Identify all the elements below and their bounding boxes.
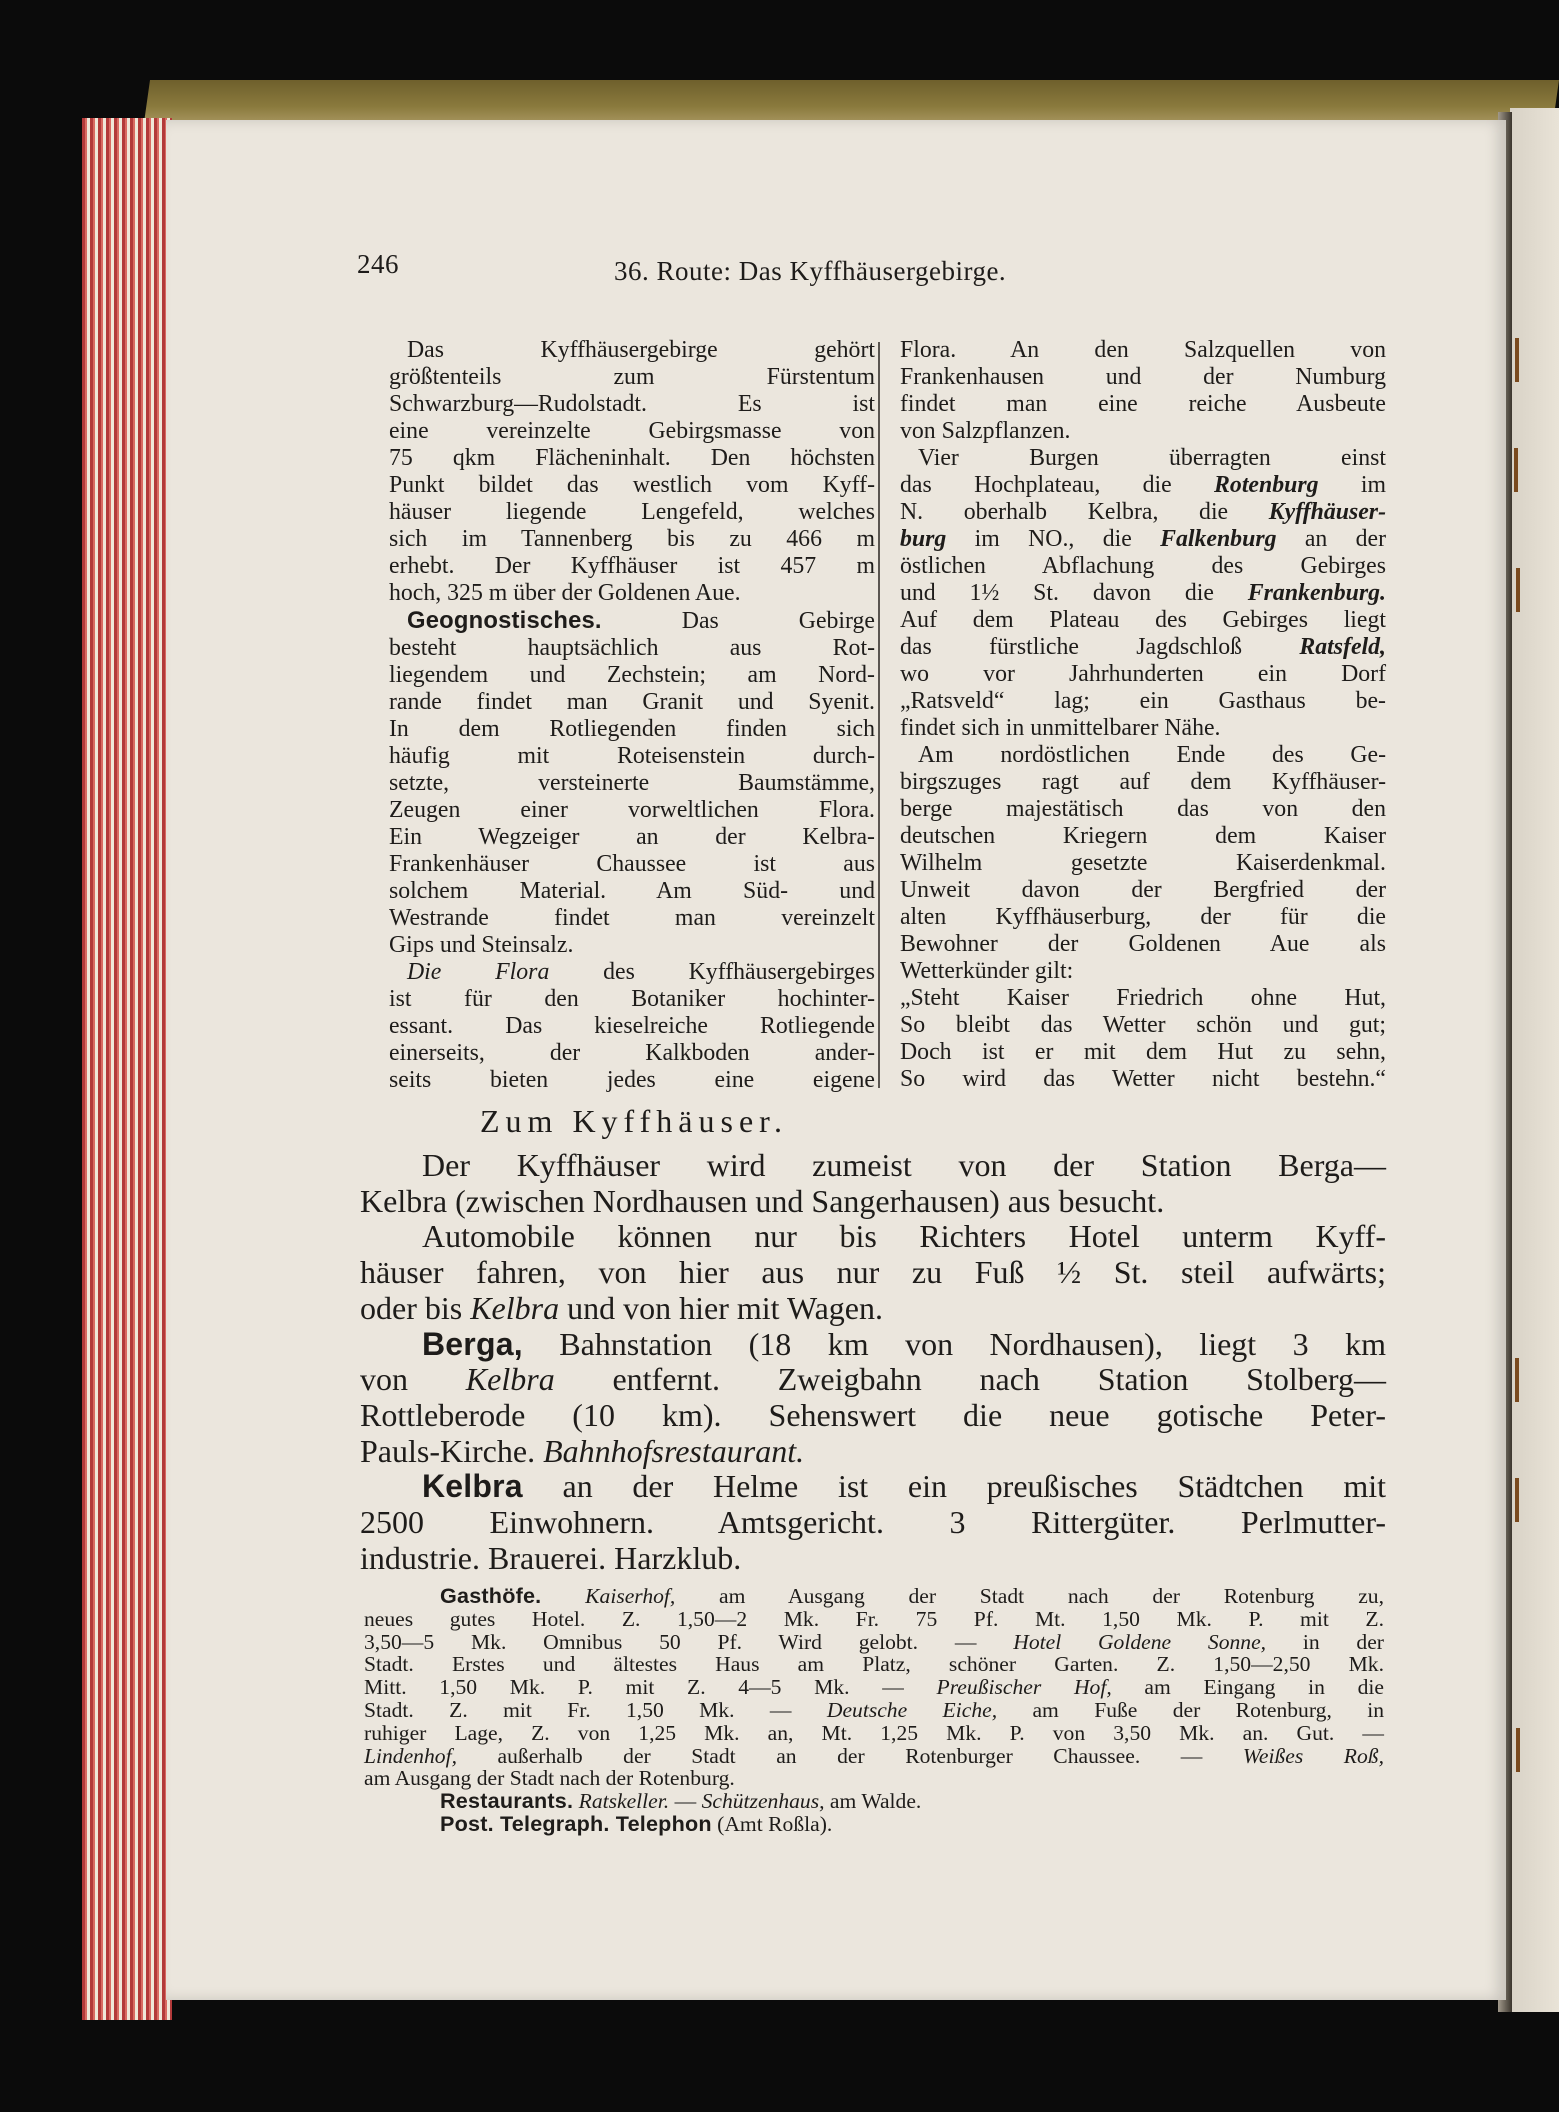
text-run: Zeugen einer vorweltlichen Flora. bbox=[389, 797, 875, 823]
paragraph bbox=[900, 742, 1386, 1093]
text-line bbox=[360, 1362, 1386, 1398]
text-line bbox=[900, 958, 1386, 985]
text-run: Mitt. 1,50 Mk. P. mit Z. 4—5 Mk. — bbox=[364, 1675, 937, 1700]
text-run: Kyffhäuser- bbox=[1268, 499, 1386, 525]
text-run: in der bbox=[1266, 1629, 1384, 1654]
left-column bbox=[389, 337, 875, 1094]
text-run: Post. Telegraph. Telephon bbox=[440, 1810, 712, 1836]
text-line bbox=[900, 472, 1386, 499]
text-run: häuser fahren, von hier aus nur zu Fuß ½ St. steil aufwärts; bbox=[360, 1254, 1386, 1291]
text-line bbox=[389, 743, 875, 770]
text-run bbox=[541, 1584, 585, 1608]
text-run: solchem Material. Am Süd- und bbox=[389, 878, 875, 904]
text-line bbox=[900, 364, 1386, 391]
text-line bbox=[364, 1676, 1384, 1699]
text-run: Der Kyffhäuser wird zumeist von der Station Berga— bbox=[422, 1147, 1386, 1183]
text-line bbox=[900, 391, 1386, 418]
text-run: birgszuges ragt auf dem Kyffhäuser- bbox=[900, 769, 1386, 795]
text-line bbox=[364, 1745, 1384, 1768]
text-run: ist für den Botaniker hochinter- bbox=[389, 986, 875, 1012]
text-line bbox=[360, 1148, 1386, 1184]
page-stack-edge bbox=[82, 118, 172, 2020]
text-line bbox=[389, 607, 875, 635]
text-line bbox=[364, 1699, 1384, 1722]
text-line bbox=[360, 1291, 1386, 1327]
text-run: Restaurants. bbox=[440, 1788, 574, 1814]
text-run: Das Gebirge bbox=[601, 608, 875, 634]
text-run: rande findet man Granit und Syenit. bbox=[389, 689, 875, 715]
text-line bbox=[389, 959, 875, 986]
paragraph bbox=[360, 1327, 1386, 1470]
text-run: N. oberhalb Kelbra, die bbox=[900, 499, 1269, 525]
facing-page-mark bbox=[1515, 1358, 1519, 1402]
text-line bbox=[389, 526, 875, 553]
text-line bbox=[389, 472, 875, 499]
text-run: essant. Das kieselreiche Rotliegende bbox=[389, 1013, 875, 1039]
paragraph bbox=[364, 1810, 1384, 1836]
text-run: Kelbra bbox=[465, 1361, 555, 1398]
facing-page-mark bbox=[1514, 448, 1518, 492]
text-run: 75 qkm Flächeninhalt. Den höchsten bbox=[389, 445, 875, 471]
text-run: Am nordöstlichen Ende des Ge- bbox=[918, 742, 1386, 768]
text-line bbox=[389, 716, 875, 743]
text-line bbox=[900, 688, 1386, 715]
page-number: 246 bbox=[357, 249, 399, 279]
text-run: So wird das Wetter nicht bestehn.“ bbox=[900, 1066, 1386, 1092]
text-run: am Ausgang der Stadt nach der Rotenburg. bbox=[364, 1766, 735, 1791]
text-line bbox=[389, 580, 875, 607]
text-line bbox=[389, 337, 875, 364]
text-run: erhebt. Der Kyffhäuser ist 457 m bbox=[389, 553, 875, 579]
paragraph bbox=[389, 607, 875, 959]
text-run: Bewohner der Goldenen Aue als bbox=[900, 931, 1386, 957]
text-run: Auf dem Plateau des Gebirges liegt bbox=[900, 607, 1386, 633]
text-run: setzte, versteinerte Baumstämme, bbox=[389, 770, 875, 796]
text-run: Doch ist er mit dem Hut zu sehn, bbox=[900, 1039, 1386, 1065]
text-run: In dem Rotliegenden finden sich bbox=[389, 716, 875, 742]
text-run: (Amt Roßla). bbox=[711, 1811, 833, 1836]
text-run: 3,50—5 Mk. Omnibus 50 Pf. Wird gelobt. — bbox=[364, 1629, 1014, 1654]
text-run: entfernt. Zweigbahn nach Station Stolberg— bbox=[554, 1361, 1387, 1398]
column-rule bbox=[878, 342, 880, 1088]
text-run: Stadt. Erstes und ältestes Haus am Platz, schöner Garten. Z. 1,50—2,50 Mk. bbox=[364, 1652, 1384, 1677]
text-line bbox=[389, 851, 875, 878]
facing-page-mark bbox=[1516, 1728, 1520, 1772]
text-line bbox=[360, 1219, 1386, 1255]
text-line bbox=[900, 553, 1386, 580]
text-run: Pauls-Kirche. bbox=[360, 1432, 544, 1469]
text-run: des Kyffhäusergebirges bbox=[549, 959, 875, 985]
text-line bbox=[900, 526, 1386, 553]
text-run: außerhalb der Stadt an der Rotenburger Chaussee. — bbox=[456, 1743, 1243, 1768]
facing-page-mark bbox=[1515, 1478, 1519, 1522]
paragraph bbox=[389, 959, 875, 1094]
text-line bbox=[364, 1631, 1384, 1654]
text-line bbox=[360, 1469, 1386, 1505]
text-run: im bbox=[1318, 472, 1387, 498]
text-run: Wilhelm gesetzte Kaiserdenkmal. bbox=[900, 850, 1386, 876]
section-title: Zum Kyffhäuser. bbox=[480, 1103, 789, 1139]
text-line bbox=[900, 607, 1386, 634]
text-run: Bahnstation (18 km von Nordhausen), liegt 3 km bbox=[522, 1325, 1386, 1362]
text-run: Automobile können nur bis Richters Hotel unterm Kyff- bbox=[422, 1218, 1386, 1255]
facing-page-mark bbox=[1516, 568, 1520, 612]
text-run: ruhiger Lage, Z. von 1,25 Mk. an, Mt. 1,25 Mk. P. von 3,50 Mk. an. Gut. — bbox=[364, 1720, 1384, 1745]
text-line bbox=[360, 1541, 1386, 1577]
text-run: Preußischer Hof, bbox=[936, 1675, 1112, 1700]
text-line bbox=[389, 445, 875, 472]
text-run: Ratskeller. bbox=[578, 1789, 670, 1814]
text-line bbox=[360, 1184, 1386, 1220]
text-run: Deutsche Eiche, bbox=[826, 1697, 998, 1722]
text-run: Berga, bbox=[422, 1325, 523, 1362]
paragraph bbox=[900, 337, 1386, 445]
text-run: Unweit davon der Bergfried der bbox=[900, 877, 1386, 903]
text-run: Frankenhausen und der Numburg bbox=[900, 364, 1386, 390]
paragraph bbox=[360, 1469, 1386, 1576]
text-run: an der Helme ist ein preußisches Städtchen mit bbox=[522, 1468, 1386, 1505]
text-run: Hotel Goldene Sonne, bbox=[1013, 1629, 1267, 1654]
text-run: hoch, 325 m über der Goldenen Aue. bbox=[389, 580, 741, 606]
text-run: Stadt. Z. mit Fr. 1,50 Mk. — bbox=[364, 1697, 827, 1722]
text-run: das fürstliche Jagdschloß bbox=[900, 634, 1300, 660]
text-run: Kelbra bbox=[422, 1468, 523, 1505]
text-run: 2500 Einwohnern. Amtsgericht. 3 Rittergüter. Perlmutter- bbox=[360, 1504, 1386, 1541]
text-line bbox=[389, 689, 875, 716]
text-line bbox=[389, 635, 875, 662]
text-run: östlichen Abflachung des Gebirges bbox=[900, 553, 1386, 579]
text-run: Ratsfeld, bbox=[1299, 634, 1386, 660]
text-line bbox=[389, 770, 875, 797]
text-run: industrie. Brauerei. Harzklub. bbox=[360, 1539, 742, 1576]
paragraph bbox=[360, 1148, 1386, 1219]
text-run: Gips und Steinsalz. bbox=[389, 932, 574, 958]
text-run: von Salzpflanzen. bbox=[900, 418, 1071, 444]
paragraph bbox=[900, 445, 1386, 742]
text-run: Falkenburg bbox=[1160, 526, 1277, 552]
text-run: burg bbox=[900, 526, 947, 552]
text-run: Rottleberode (10 km). Sehenswert die neue gotische Peter- bbox=[360, 1396, 1386, 1433]
text-line bbox=[389, 1040, 875, 1067]
text-line bbox=[360, 1398, 1386, 1434]
text-run: findet man eine reiche Ausbeute bbox=[900, 391, 1386, 417]
text-line bbox=[389, 986, 875, 1013]
text-line bbox=[389, 499, 875, 526]
text-run: häuser liegende Lengefeld, welches bbox=[389, 499, 875, 525]
text-line bbox=[364, 1608, 1384, 1631]
text-line bbox=[389, 553, 875, 580]
text-line bbox=[900, 796, 1386, 823]
text-line bbox=[389, 418, 875, 445]
text-run: wo vor Jahrhunderten ein Dorf bbox=[900, 661, 1386, 687]
text-line bbox=[900, 499, 1386, 526]
text-run: Die Flora bbox=[407, 959, 550, 985]
text-run: Bahnhofsrestaurant. bbox=[543, 1432, 805, 1469]
text-run: Frankenburg. bbox=[1247, 580, 1386, 606]
text-line bbox=[389, 932, 875, 959]
text-line bbox=[360, 1255, 1386, 1291]
text-run: So bleibt das Wetter schön und gut; bbox=[900, 1012, 1386, 1038]
text-line bbox=[364, 1790, 1384, 1813]
text-run: Punkt bildet das westlich vom Kyff- bbox=[389, 472, 875, 498]
text-line bbox=[364, 1810, 1384, 1836]
text-line bbox=[900, 1066, 1386, 1093]
text-line bbox=[389, 391, 875, 418]
text-line bbox=[900, 877, 1386, 904]
text-line bbox=[360, 1434, 1386, 1470]
text-run: einerseits, der Kalkboden ander- bbox=[389, 1040, 875, 1066]
text-line bbox=[360, 1327, 1386, 1363]
text-run: am Eingang in die bbox=[1111, 1675, 1384, 1700]
text-run: Wetterkünder gilt: bbox=[900, 958, 1074, 984]
text-line bbox=[900, 634, 1386, 661]
text-line bbox=[900, 661, 1386, 688]
text-run: Kelbra (zwischen Nordhausen und Sangerhausen) aus besucht. bbox=[360, 1182, 1165, 1219]
text-run: liegendem und Zechstein; am Nord- bbox=[389, 662, 875, 688]
text-line bbox=[900, 823, 1386, 850]
text-run: sich im Tannenberg bis zu 466 m bbox=[389, 526, 875, 552]
text-line bbox=[364, 1767, 1384, 1790]
fine-print-text bbox=[364, 1585, 1384, 1836]
text-line bbox=[389, 662, 875, 689]
text-run: am Fuße der Rotenburg, in bbox=[997, 1697, 1384, 1722]
text-run: findet sich in unmittelbarer Nähe. bbox=[900, 715, 1221, 741]
text-run: am Walde. bbox=[824, 1789, 922, 1814]
text-line bbox=[389, 797, 875, 824]
facing-page-edge bbox=[1510, 108, 1559, 2012]
text-line bbox=[900, 418, 1386, 445]
paragraph bbox=[364, 1790, 1384, 1813]
text-line bbox=[389, 905, 875, 932]
text-line bbox=[364, 1585, 1384, 1608]
text-line bbox=[900, 850, 1386, 877]
text-run: Flora. An den Salzquellen von bbox=[900, 337, 1386, 363]
text-run: Rotenburg bbox=[1214, 472, 1319, 498]
text-run: und 1½ St. davon die bbox=[900, 580, 1248, 606]
running-title: 36. Route: Das Kyffhäusergebirge. bbox=[614, 256, 1007, 286]
text-line bbox=[900, 985, 1386, 1012]
text-run: Frankenhäuser Chaussee ist aus bbox=[389, 851, 875, 877]
text-line bbox=[900, 742, 1386, 769]
text-line bbox=[900, 337, 1386, 364]
paragraph bbox=[360, 1219, 1386, 1326]
facing-page-mark bbox=[1515, 338, 1519, 382]
text-line bbox=[900, 715, 1386, 742]
paragraph bbox=[389, 337, 875, 607]
text-run: Weißes Roß, bbox=[1242, 1743, 1384, 1768]
book-top-edge bbox=[144, 80, 1559, 124]
text-line bbox=[360, 1505, 1386, 1541]
text-run: Vier Burgen überragten einst bbox=[918, 445, 1386, 471]
main-text bbox=[360, 1148, 1386, 1576]
text-line bbox=[364, 1653, 1384, 1676]
text-run: am Ausgang der Stadt nach der Rotenburg zu, bbox=[675, 1584, 1384, 1608]
text-run: größtenteils zum Fürstentum bbox=[389, 364, 875, 390]
text-run: im NO., die bbox=[946, 526, 1161, 552]
text-run: eine vereinzelte Gebirgsmasse von bbox=[389, 418, 875, 444]
text-run: oder bis bbox=[360, 1289, 471, 1326]
text-run: Westrande findet man vereinzelt bbox=[389, 905, 875, 931]
text-line bbox=[389, 364, 875, 391]
text-run: und von hier mit Wagen. bbox=[559, 1289, 883, 1326]
text-line bbox=[900, 1012, 1386, 1039]
right-column bbox=[900, 337, 1386, 1093]
text-run: häufig mit Roteisenstein durch- bbox=[389, 743, 875, 769]
text-run: Kaiserhof, bbox=[585, 1584, 676, 1608]
text-line bbox=[900, 1039, 1386, 1066]
text-line bbox=[389, 1013, 875, 1040]
text-line bbox=[389, 1067, 875, 1094]
paragraph bbox=[364, 1585, 1384, 1790]
text-line bbox=[900, 769, 1386, 796]
text-run: Das Kyffhäusergebirge gehört bbox=[407, 337, 875, 363]
text-line bbox=[364, 1722, 1384, 1745]
text-run: besteht hauptsächlich aus Rot- bbox=[389, 635, 875, 661]
text-run: Gasthöfe. bbox=[440, 1583, 542, 1608]
text-run: — bbox=[669, 1789, 702, 1814]
text-run: alten Kyffhäuserburg, der für die bbox=[900, 904, 1386, 930]
text-run: Ein Wegzeiger an der Kelbra- bbox=[389, 824, 875, 850]
text-run: von bbox=[360, 1361, 466, 1398]
text-run: Kelbra bbox=[470, 1289, 560, 1326]
text-line bbox=[389, 878, 875, 905]
text-line bbox=[900, 580, 1386, 607]
text-run: deutschen Kriegern dem Kaiser bbox=[900, 823, 1386, 849]
text-run: Lindenhof, bbox=[364, 1743, 457, 1768]
text-run: Geognostisches. bbox=[407, 607, 602, 634]
text-run: „Ratsveld“ lag; ein Gasthaus be- bbox=[900, 688, 1386, 714]
text-line bbox=[900, 445, 1386, 472]
text-run: Schützenhaus, bbox=[701, 1789, 825, 1814]
text-line bbox=[389, 824, 875, 851]
text-run: neues gutes Hotel. Z. 1,50—2 Mk. Fr. 75 Pf. Mt. 1,50 Mk. P. mit Z. bbox=[364, 1606, 1384, 1631]
text-run: das Hochplateau, die bbox=[900, 472, 1215, 498]
text-line bbox=[900, 931, 1386, 958]
text-run: berge majestätisch das von den bbox=[900, 796, 1386, 822]
text-run: seits bieten jedes eine eigene bbox=[389, 1067, 875, 1093]
text-run: „Steht Kaiser Friedrich ohne Hut, bbox=[900, 985, 1386, 1011]
text-run: an der bbox=[1276, 526, 1386, 552]
text-line bbox=[900, 904, 1386, 931]
text-run: Schwarzburg—Rudolstadt. Es ist bbox=[389, 391, 875, 417]
